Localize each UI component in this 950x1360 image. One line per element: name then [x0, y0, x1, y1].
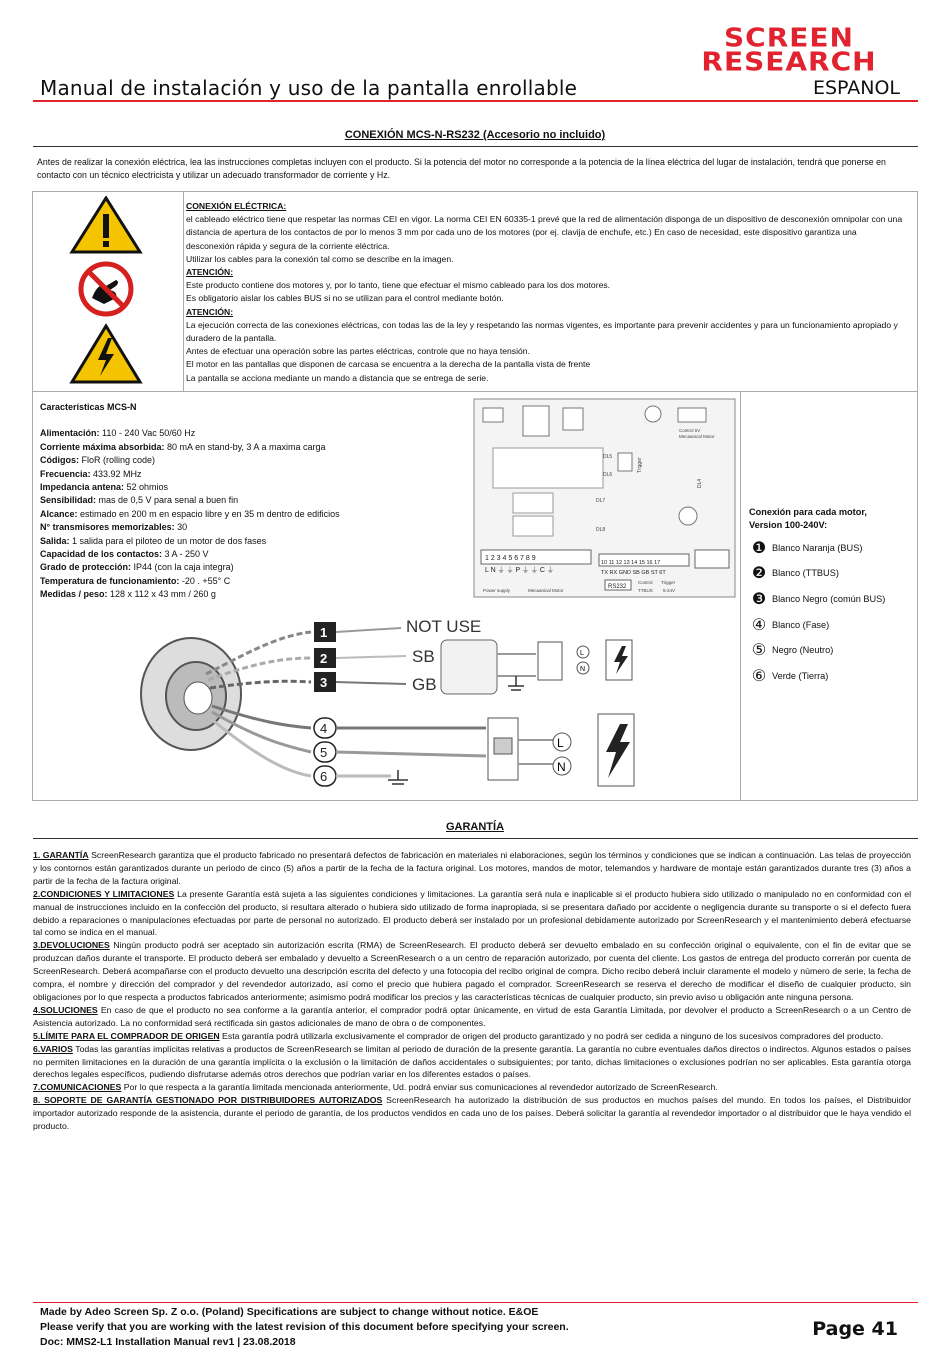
spec-value: 1 salida para el piloteo de un motor de dos fases [69, 535, 267, 546]
board-label-dl6: DL6 [603, 472, 613, 478]
breaker-small-l: L [580, 650, 584, 657]
electric-hazard-icon [72, 326, 140, 382]
warranty-clause-label: 4.SOLUCIONES [33, 1004, 98, 1015]
board-terminals-bottom: L N ⏚ ⏚ P ⏚ ⏚ C ⏚ [485, 567, 554, 574]
wire-3-label: 3 [320, 675, 328, 690]
electrical-p4: Es obligatorio aislar los cables BUS si no se utilizan para el control mediante botón. [186, 293, 504, 304]
spec-item [40, 521, 380, 534]
connection-heading-2: Version 100-240V: [749, 520, 828, 530]
spec-value: 3 A - 250 V [162, 549, 209, 560]
spec-label: Alcance: [40, 508, 78, 519]
warranty-clause [33, 939, 911, 1004]
control-box [441, 640, 497, 694]
attention-heading-1: ATENCIÓN: [186, 267, 234, 278]
table-divider-vertical-2 [740, 391, 741, 801]
connection-label: Blanco Negro (común BUS) [772, 593, 886, 604]
warranty-clause-label: 1. GARANTÍA [33, 850, 89, 860]
spec-item [40, 481, 380, 494]
warranty-clause-text: Todas las garantías implícitas relativas a productos de ScreenResearch se limitan al periodo de duración de la presente garantía. La garantía no cubre eventuales daños directos o indirectos. Algunos estados o países no permiten limitaciones en la duración de una garantía implícita o la exclusión o la limitación de daños accidentales o subsiguientes; por tanto, dichas limitaciones o exclusiones podrían no ser aplicables. Esta garantía otorga derechos legales específicos, pudiendo disfrutarse además otros derechos que podrían variar en los diferentes estados o países. [33, 1043, 911, 1080]
wire-2-label: 2 [320, 651, 328, 666]
warranty-clause-text: ScreenResearch ha autorizado la distribución de sus productos en muchos países del mundo. En todos los países, el Distribuidor importador autorizado responde de la asistencia, durante el periodo de garantía, de los productos vendidos en cada uno de los países. Deberá solicitar la garantía al revendedor importador o al distribuidor que le haya vendido el producto. [33, 1095, 912, 1132]
spec-item [40, 508, 380, 521]
breaker-large-l: L [557, 736, 564, 750]
warranty-clause [33, 1004, 911, 1030]
warranty-clause-label: 5.LÍMITE PARA EL COMPRADOR DE ORIGEN [33, 1030, 220, 1041]
warranty-clause [33, 1094, 911, 1133]
table-divider-horizontal [32, 391, 918, 392]
connection-item [749, 663, 919, 689]
connection-label: Blanco Naranja (BUS) [772, 542, 863, 553]
warranty-divider [33, 838, 918, 839]
board-label-rs232: RS232 [608, 584, 627, 590]
spec-item [40, 588, 380, 601]
warranty-clause-text: ScreenResearch garantiza que el producto fabricado no presentará defectos de fabricación en materiales ni elaboraciones, según los términos y condiciones que se indican a continuación. Las telas de proyección y los contornos están garantizados durante un periodo de cinco (5) años a partir de la fecha de la factura original. Los motores, mandos de motor, telemandos y hardware de montaje están garantizados durante tres (3) años a partir de la fecha de la factura original. [33, 850, 911, 886]
board-component [563, 408, 583, 430]
board-label-ttbus: TTBUS [638, 588, 653, 593]
spec-value: -20 . +55° C [179, 575, 231, 586]
wiring-diagram [136, 614, 636, 794]
language-label: ESPANOL [812, 77, 900, 99]
connection-item [749, 586, 919, 612]
manual-title: Manual de instalación y uso de la pantalla enrollable [40, 76, 578, 100]
spec-value: IP44 (con la caja integra) [131, 562, 234, 573]
header-divider [33, 100, 918, 102]
spec-label: Temperatura de funcionamiento: [40, 575, 180, 586]
spec-value: 110 - 240 Vac 50/60 Hz [99, 428, 196, 439]
connection-label: Blanco (TTBUS) [772, 568, 839, 579]
board-label-dl5: DL5 [603, 454, 613, 460]
wire-4-label: 4 [320, 721, 328, 736]
page-number: Page 41 [812, 1318, 898, 1340]
connection-label: Negro (Neutro) [772, 645, 834, 656]
footer-line-1: Made by Adeo Screen Sp. Z o.o. (Poland) Specifications are subject to change without notice. E&OE [40, 1306, 539, 1318]
number-circle-icon: ❷ [751, 565, 767, 583]
spec-item [40, 575, 380, 588]
spec-value: 80 mA en stand-by, 3 A a maxima carga [164, 441, 326, 452]
board-label-trigger: Trigger [637, 457, 643, 473]
spec-item [40, 468, 380, 481]
warranty-clause [33, 1043, 911, 1082]
electrical-p5: La ejecución correcta de las conexiones eléctricas, con todas las de la ley y respetando las normas vigentes, es importante para prevenir accidentes y para un funcionamiento apropiado y duradero de la pantalla. [186, 319, 898, 344]
spec-label: Corriente máxima absorbida: [40, 441, 165, 452]
electrical-p7: El motor en las pantallas que disponen de carcasa se encuentra a la derecha de la pantalla vista de frente [186, 359, 591, 370]
breaker-small-n: N [580, 666, 586, 673]
warranty-clause-label: 7.COMUNICACIONES [33, 1082, 122, 1093]
not-use-label: NOT USE [406, 617, 482, 636]
spec-item [40, 535, 380, 548]
electrical-connection-text [186, 200, 906, 385]
spec-label: Grado de protección: [40, 562, 132, 573]
specs-heading: Características MCS-N [40, 402, 137, 412]
connection-item [749, 561, 919, 587]
footer-text [40, 1305, 569, 1350]
wire-1-label: 1 [320, 625, 328, 640]
table-divider-vertical [183, 191, 184, 391]
spec-item [40, 494, 380, 507]
number-circle-icon: ⑥ [751, 667, 767, 685]
connection-item [749, 535, 919, 561]
board-label-dl8: DL8 [596, 527, 606, 533]
warranty-text [33, 849, 911, 1133]
spec-item [40, 441, 380, 454]
warranty-clause-label: 2.CONDICIONES Y LIMITACIONES [33, 888, 175, 899]
footer-divider [33, 1302, 918, 1303]
warranty-clause [33, 849, 911, 888]
control-board-diagram [473, 398, 736, 598]
spec-label: Frecuencia: [40, 468, 91, 479]
spec-item [40, 454, 380, 467]
footer-line-3: Doc: MMS2-L1 Installation Manual rev1 | 23.08.2018 [40, 1336, 296, 1348]
board-capacitor [645, 406, 661, 422]
attention-heading-2: ATENCIÓN: [186, 306, 234, 317]
no-touch-icon [81, 264, 131, 314]
section-divider [33, 146, 918, 147]
warning-triangle-icon [72, 198, 140, 252]
board-label-voltage: 5-24V [663, 588, 676, 593]
spec-label: Capacidad de los contactos: [40, 549, 163, 560]
board-component [483, 408, 503, 422]
motor-tube-icon [141, 638, 241, 750]
board-label-dl7: DL7 [596, 498, 606, 504]
spec-label: N° transmisores memorizables: [40, 522, 175, 533]
board-right-numbers: 10 11 12 13 14 15 16 17 [601, 560, 661, 566]
breaker-large-n: N [557, 760, 566, 774]
spec-value: estimado en 200 m en espacio libre y en 35 m dentro de edificios [77, 508, 340, 519]
warranty-clause-text: Ningún producto podrá ser aceptado sin autorización escrita (RMA) de ScreenResearch. El producto deberá ser devuelto embalado en su confección original o equivalente, con el fin de evitar que se produzcan daños durante el transporte. El producto deberá ser embalado y devuelto a ScreenResearch o a un centro de reparación autorizado, por cuenta del cliente. Los gastos de entrega del producto correrán por cuenta de ScreenResearch. Deberá acompañarse con el producto devuelto una descripción escrita del defecto y una fotocopia del recibo original de compra. Dicho recibo deberá incluir claramente el modelo y número de serie, la fecha de compra, el nombre y dirección del comprador y del revendedor autorizado, así como el precio que hubiera pagado el comprador. ScreenResearch se reserva el derecho de modificar el diseño de cualquier producto, sin obligaciones por lo que respecta a productos fabricados anteriormente; asimismo podrá modificar los precios y las características técnicas de cualquier producto, sin previo aviso u obligación ante ninguna persona. [33, 940, 911, 1002]
number-circle-icon: ⑤ [751, 642, 767, 660]
spec-label: Alimentación: [40, 428, 100, 439]
warranty-title: GARANTÍA [445, 821, 505, 833]
safety-icons [68, 196, 144, 386]
electrical-p1: el cableado eléctrico tiene que respetar las normas CEI en vigor. La norma CEI EN 60335-1 prevé que la red de alimentación disponga de un dispositivo de desconexión omnipolar con una distancia de apertura de los contactos de por lo menos 3 mm por cada uno de los motores (por ej. clavija de enchufe, etc.) En caso de necesidad, este dispositivo garantiza una desconexión rápida y segura de la corriente eléctrica. [186, 214, 903, 251]
board-label-control5v: Control 5V [679, 428, 701, 433]
connection-item [749, 612, 919, 638]
connection-item [749, 637, 919, 663]
specs-block [40, 401, 380, 602]
logo-line-2: RESEARCH [701, 46, 877, 77]
connection-legend [749, 506, 919, 689]
logo-line-1: SCREEN [724, 22, 854, 53]
wire-6-label: 6 [320, 769, 328, 784]
spec-item [40, 427, 380, 440]
warranty-clause-label: 3.DEVOLUCIONES [33, 940, 110, 951]
spec-label: Sensibilidad: [40, 495, 97, 506]
spec-value: FloR (rolling code) [79, 455, 156, 466]
warranty-clause-label: 6.VARIOS [33, 1043, 73, 1054]
intro-paragraph: Antes de realizar la conexión eléctrica, lea las instrucciones completas incluyen con el producto. Si la potencia del motor no corresponde a la potencia de la línea eléctrica del lugar de instalación, tendrá que ponerse en contacto con un técnico electricista y utilizar un adecuado transformador de corriente y Hz. [37, 157, 886, 180]
number-circle-icon: ④ [751, 616, 767, 634]
connection-list [749, 535, 919, 689]
board-terminals-top: 1 2 3 4 5 6 7 8 9 [485, 555, 536, 562]
spec-value: 128 x 112 x 43 mm / 260 g [107, 589, 216, 600]
spec-label: Códigos: [40, 455, 79, 466]
spec-value: 433.92 MHz [90, 468, 142, 479]
electrical-p3: Este producto contiene dos motores y, por lo tanto, tiene que efectuar el mismo cableado para los dos motores. [186, 280, 611, 291]
board-label-mech-motor: Mecaanical Motor [679, 434, 715, 439]
spec-item [40, 561, 380, 574]
number-circle-icon: ❸ [751, 590, 767, 608]
sb-label: SB [412, 647, 435, 666]
screen-research-logo [678, 22, 900, 77]
spec-item [40, 548, 380, 561]
connection-heading-1: Conexión para cada motor, [749, 507, 867, 517]
breaker-small [538, 642, 562, 680]
board-label-mechanical: Mecaanical Motor [528, 588, 564, 593]
board-transformer [523, 406, 549, 436]
number-circle-icon: ❶ [751, 539, 767, 557]
warranty-clause-text: Esta garantía podrá utilizarla exclusivamente el comprador de origen del producto garantizado y no podrá ser cedida a ninguno de los sucesivos compradores del producto. [219, 1030, 884, 1041]
warranty-clause-label: 8. SOPORTE DE GARANTÍA GESTIONADO POR DISTRIBUIDORES AUTORIZADOS [33, 1095, 383, 1106]
spec-label: Impedancia antena: [40, 482, 125, 493]
gb-label: GB [412, 675, 437, 694]
board-right-signals: TX RX GND SB GB ST 6T [601, 570, 666, 576]
electrical-p8: La pantalla se acciona mediante un mando a distancia que se entrega de serie. [186, 372, 489, 383]
warranty-clause-text: La presente Garantía está sujeta a las siguientes condiciones y limitaciones. La garantía será nula e inaplicable si el producto hubiera sido utilizado o manipulado no en conformidad con el manual de instrucciones incluido en la confección del producto, si resultara alterado o hubiera sido utilizado de forma inapropiada, si se presentara dañado por accidente o negligencia durante su transporte o si el defecto fuera debido a reparaciones o manipulaciones efectuadas por parte de personal no autorizado. El producto deberá ser instalado por un profesional debidamente autorizado por ScreenResearch y el mantenimiento deberá efectuarse tal como se indica en el manual. [33, 888, 912, 938]
board-label-power: Power supply [483, 588, 511, 593]
spec-value: mas de 0,5 V para senal a buen fin [96, 495, 239, 506]
electrical-p6: Antes de efectuar una operación sobre las partes eléctricas, controle que no haya tensión. [186, 346, 530, 357]
wire-5-label: 5 [320, 745, 328, 760]
spec-value: 30 [174, 522, 188, 533]
board-label-control: Control [638, 580, 653, 585]
electrical-heading: CONEXIÓN ELÉCTRICA: [186, 201, 287, 211]
warranty-clause [33, 888, 911, 940]
spec-value: 52 ohmios [124, 482, 169, 493]
spec-label: Salida: [40, 535, 70, 546]
board-label-dl4: DL4 [697, 478, 703, 488]
connection-label: Verde (Tierra) [772, 670, 829, 681]
electrical-p2: Utilizar los cables para la conexión tal como se describe en la imagen. [186, 253, 454, 264]
specs-list [40, 427, 380, 601]
warranty-clause [33, 1081, 911, 1094]
spec-label: Medidas / peso: [40, 589, 108, 600]
board-label-trigger-2: Trigger [661, 580, 676, 585]
warranty-clause-text: En caso de que el producto no sea conforme a la garantía anterior, el comprador podrá optar únicamente, en virtud de esta Garantía Limitada, por devolver el producto a ScreenResearch o a un Centro de Asistencia autorizado. La no conformidad será rectificada sin gastos adicionales de mano de obra o de componentes. [33, 1004, 911, 1028]
connection-label: Blanco (Fase) [772, 619, 830, 630]
warranty-clause-text: Por lo que respecta a la garantía limitada mencionada anteriormente, Ud. podrá enviar sus comunicaciones al revendedor autorizado de ScreenResearch. [121, 1082, 718, 1093]
warranty-clause [33, 1030, 911, 1043]
footer-line-2: Please verify that you are working with the latest revision of this document before specifying your screen. [40, 1321, 569, 1333]
connection-section-title: CONEXIÓN MCS-N-RS232 (Accesorio no incluido) [344, 129, 606, 141]
